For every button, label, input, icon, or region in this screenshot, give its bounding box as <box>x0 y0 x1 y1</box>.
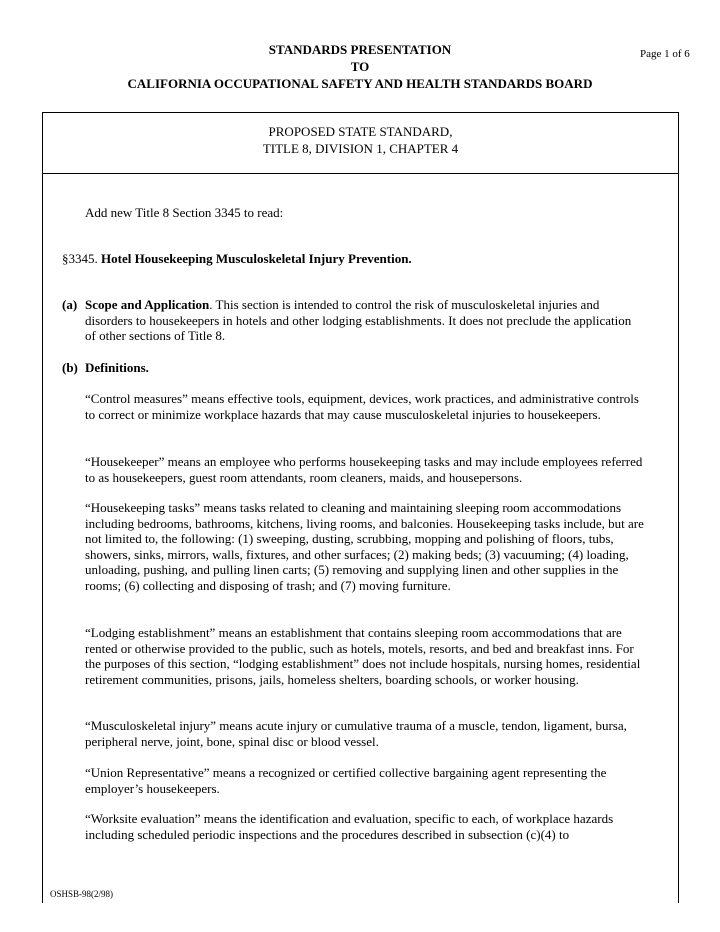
page-number: Page 1 of 6 <box>640 48 690 60</box>
definition-housekeeping-tasks: “Housekeeping tasks” means tasks related to cleaning and maintaining sleeping room accommodations including bedrooms, bathrooms, kitchens, living rooms, and balconies. Housekeeping tasks include, but are not limited to, the following: (1) sweeping, dusting, scrubbing, mopping and polishing of floors, tubs, showers, sinks, mirrors, walls, fixtures, and other surfaces; (2) making beds; (3) vacuuming; (4) loading, unloading, pushing, and pulling linen carts; (5) removing and supplying linen and other supplies in the rooms; (6) collecting and disposing of trash; and (7) moving furniture. <box>85 500 644 593</box>
subsection-b-label: (b) <box>62 360 78 375</box>
proposed-standard-title: PROPOSED STATE STANDARD, <box>268 124 453 139</box>
section-title: Hotel Housekeeping Musculoskeletal Injury Prevention. <box>101 251 412 266</box>
definition-worksite-evaluation: “Worksite evaluation” means the identification and evaluation, specific to each, of workplace hazards including scheduled periodic inspections and the procedures described in subsection (c)(4) to <box>85 811 614 842</box>
subsection-b-heading: Definitions. <box>85 360 149 375</box>
definition-union-representative: “Union Representative” means a recognized or certified collective bargaining agent representing the employer’s housekeepers. <box>85 765 607 796</box>
title-box-divider <box>42 173 679 174</box>
section-heading <box>62 251 412 267</box>
subsection-a-paragraph <box>85 297 645 344</box>
definition-musculoskeletal-injury: “Musculoskeletal injury” means acute injury or cumulative trauma of a muscle, tendon, ligament, bursa, peripheral nerve, joint, bone, spinal disc or blood vessel. <box>85 718 627 749</box>
definition-control-measures: “Control measures” means effective tools, equipment, devices, work practices, and administrative controls to correct or minimize workplace hazards that may cause musculoskeletal injuries to housekeepers. <box>85 391 639 422</box>
header-title-line1: STANDARDS PRESENTATION <box>268 42 452 57</box>
subsection-a-text: . This section is intended to control the risk of musculoskeletal injuries and disorders to housekeepers in hotels and other lodging establishments. It does not preclude the application of other sections of Title 8. <box>85 297 632 344</box>
definition-housekeeper: “Housekeeper” means an employee who performs housekeeping tasks and may include employees referred to as housekeepers, guest room attendants, room cleaners, maids, and housepersons. <box>85 454 643 485</box>
header-title-line3: CALIFORNIA OCCUPATIONAL SAFETY AND HEALTH STANDARDS BOARD <box>127 76 593 91</box>
form-number-footer: OSHSB-98(2/98) <box>50 889 114 899</box>
subsection-a-label: (a) <box>62 297 78 312</box>
definition-lodging-establishment: “Lodging establishment” means an establishment that contains sleeping room accommodations that are rented or otherwise provided to the public, such as hotels, motels, resorts, and bed and breakfast inns. For the purposes of this section, “lodging establishment” does not include hospitals, nursing homes, residential retirement communities, prisons, jails, homeless shelters, boarding schools, or worker housing. <box>85 625 641 687</box>
header-title-line2: TO <box>350 59 370 74</box>
section-number: §3345. <box>62 251 101 266</box>
subsection-a-heading: Scope and Application <box>85 297 210 312</box>
intro-text: Add new Title 8 Section 3345 to read: <box>85 205 284 220</box>
proposed-standard-subtitle: TITLE 8, DIVISION 1, CHAPTER 4 <box>262 141 459 156</box>
